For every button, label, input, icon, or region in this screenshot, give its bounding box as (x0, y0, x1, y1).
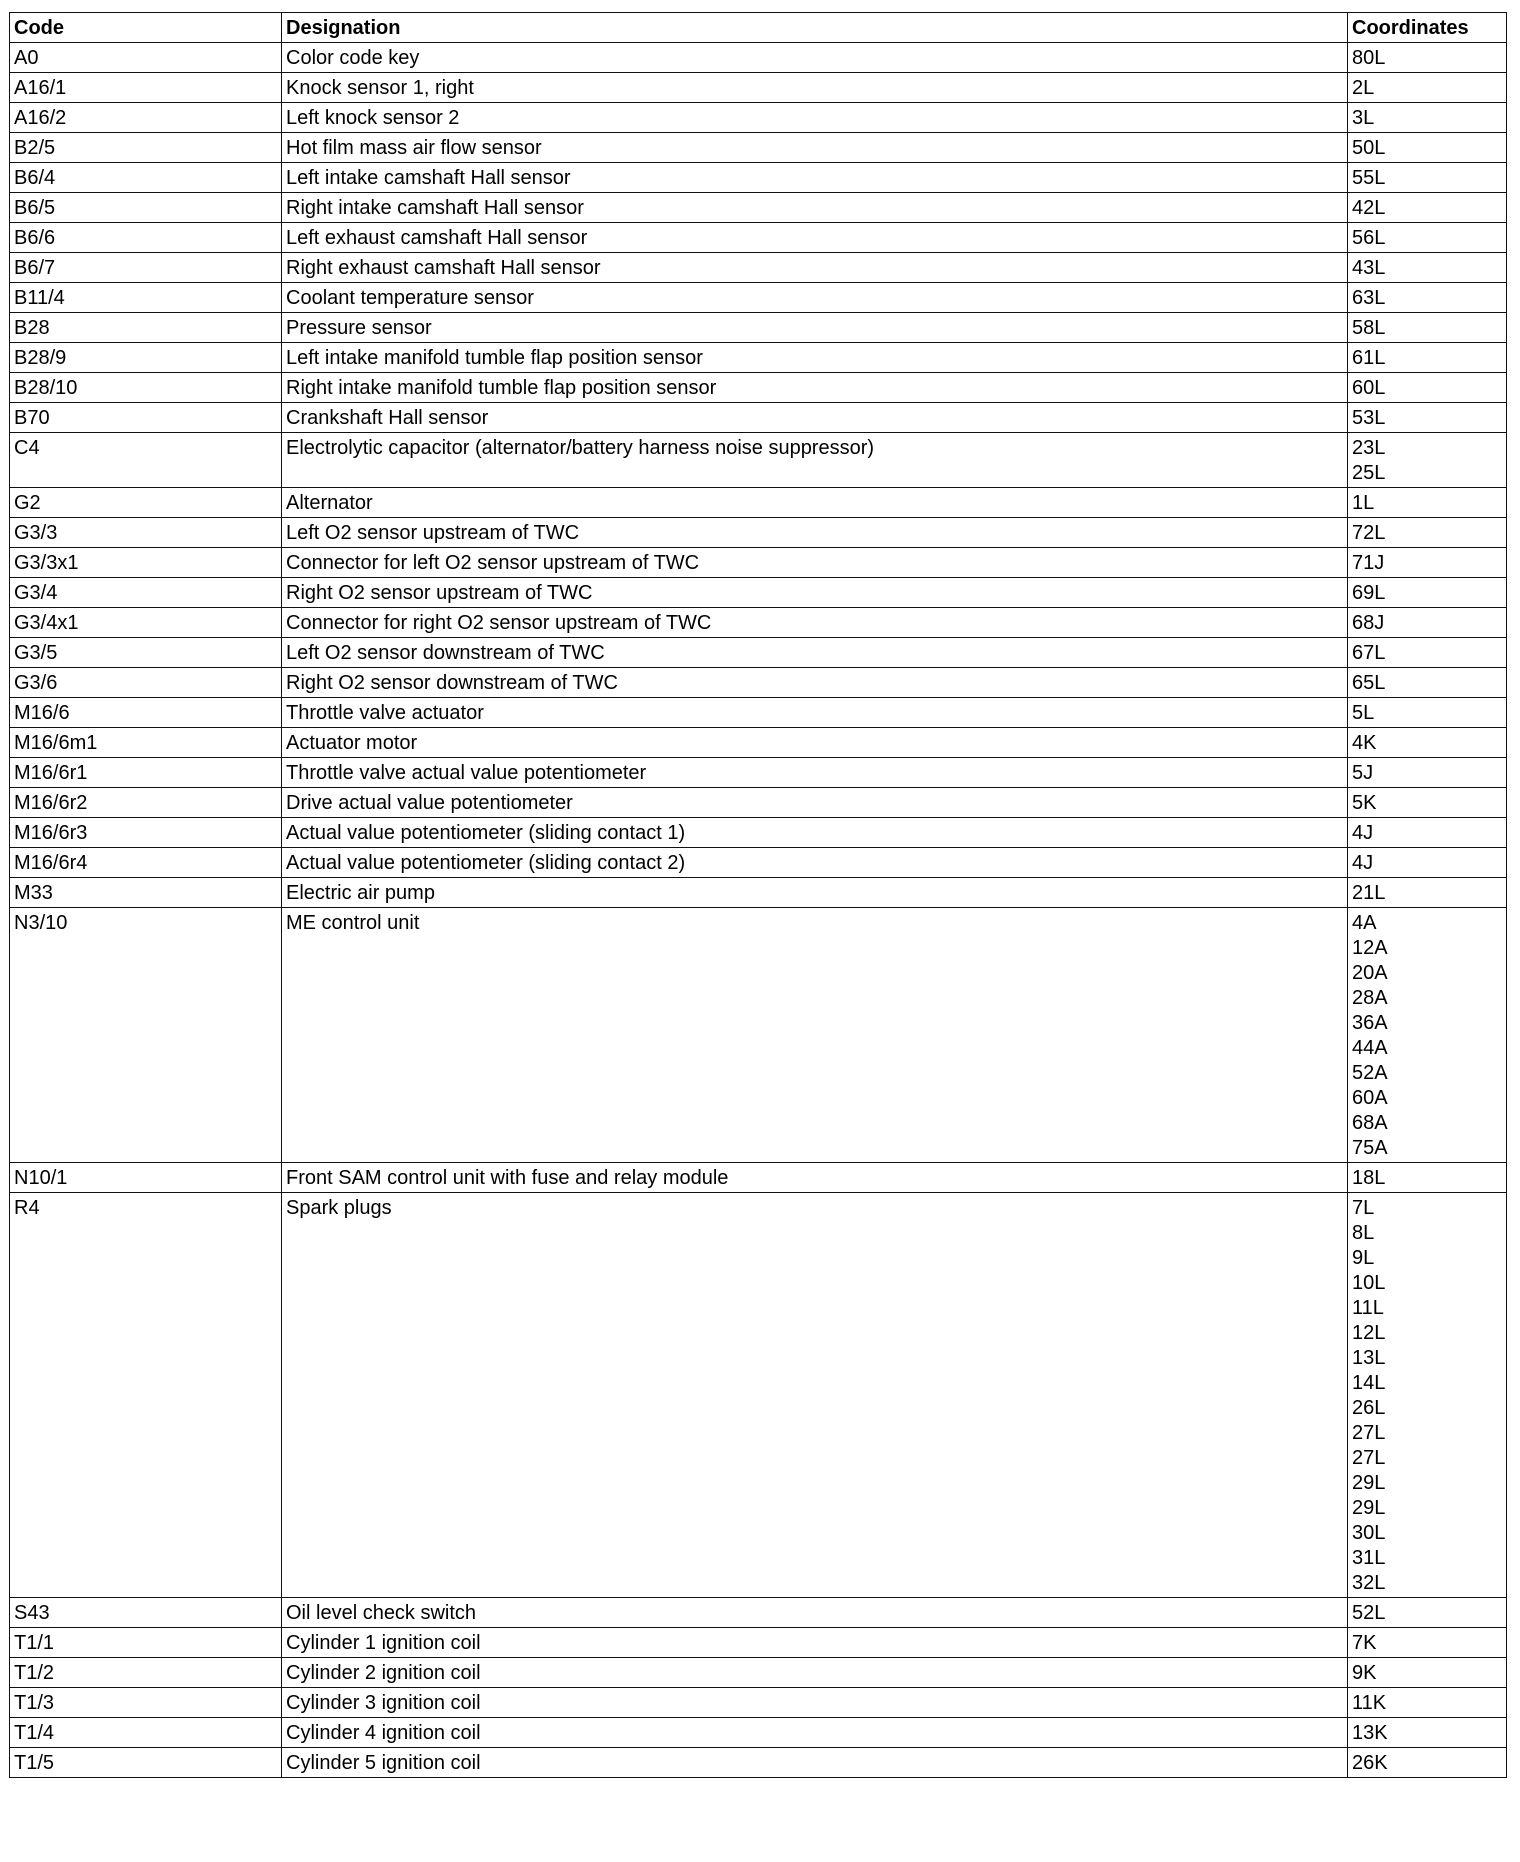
cell-coordinates (1348, 1718, 1507, 1748)
coordinate-value: 5K (1352, 792, 1377, 814)
cell-designation: Left intake manifold tumble flap position sensor (282, 343, 1348, 373)
cell-coordinates (1348, 668, 1507, 698)
cell-designation: Knock sensor 1, right (282, 73, 1348, 103)
cell-code: T1/4 (10, 1718, 282, 1748)
table-row (10, 878, 1507, 908)
cell-coordinates (1348, 818, 1507, 848)
coordinate-value: 60A (1352, 1087, 1388, 1109)
cell-code: A16/2 (10, 103, 282, 133)
coordinate-value: 5L (1352, 702, 1375, 724)
table-row (10, 103, 1507, 133)
coordinate-value: 72L (1352, 522, 1386, 544)
cell-code: B6/6 (10, 223, 282, 253)
cell-coordinates (1348, 578, 1507, 608)
table-row (10, 253, 1507, 283)
cell-designation: Right O2 sensor downstream of TWC (282, 668, 1348, 698)
table-row (10, 73, 1507, 103)
cell-designation: Actuator motor (282, 728, 1348, 758)
coordinate-value: 69L (1352, 582, 1386, 604)
cell-designation: Connector for left O2 sensor upstream of TWC (282, 548, 1348, 578)
table-row (10, 193, 1507, 223)
coordinate-value: 27L (1352, 1422, 1386, 1444)
coordinate-value: 11L (1352, 1297, 1384, 1319)
header-row (10, 13, 1507, 43)
coordinate-value: 26K (1352, 1752, 1388, 1774)
cell-designation: Oil level check switch (282, 1598, 1348, 1628)
cell-coordinates (1348, 313, 1507, 343)
table-row (10, 608, 1507, 638)
cell-code: B6/4 (10, 163, 282, 193)
cell-designation: ME control unit (282, 908, 1348, 1163)
cell-code: M16/6r2 (10, 788, 282, 818)
cell-code: B6/7 (10, 253, 282, 283)
cell-designation: Pressure sensor (282, 313, 1348, 343)
coordinate-value: 29L (1352, 1497, 1386, 1519)
cell-coordinates (1348, 343, 1507, 373)
cell-designation: Coolant temperature sensor (282, 283, 1348, 313)
table-row (10, 133, 1507, 163)
cell-code: M16/6r1 (10, 758, 282, 788)
coordinate-value: 3L (1352, 107, 1375, 129)
cell-designation: Left O2 sensor downstream of TWC (282, 638, 1348, 668)
cell-coordinates (1348, 1598, 1507, 1628)
coordinate-value: 9L (1352, 1247, 1375, 1269)
coordinate-value: 31L (1352, 1547, 1386, 1569)
cell-coordinates (1348, 1688, 1507, 1718)
cell-code: T1/1 (10, 1628, 282, 1658)
table-row (10, 698, 1507, 728)
table-row (10, 313, 1507, 343)
cell-code: B11/4 (10, 283, 282, 313)
coordinate-value: 60L (1352, 377, 1386, 399)
coordinate-value: 20A (1352, 962, 1388, 984)
coordinate-value: 58L (1352, 317, 1386, 339)
cell-designation: Throttle valve actual value potentiometer (282, 758, 1348, 788)
table-header (10, 13, 1507, 43)
cell-coordinates (1348, 133, 1507, 163)
cell-coordinates (1348, 103, 1507, 133)
cell-designation: Electric air pump (282, 878, 1348, 908)
cell-designation: Cylinder 2 ignition coil (282, 1658, 1348, 1688)
coordinate-value: 63L (1352, 287, 1386, 309)
column-header-designation: Designation (282, 13, 1348, 43)
cell-code: G3/3 (10, 518, 282, 548)
coordinate-value: 36A (1352, 1012, 1388, 1034)
cell-code: B28 (10, 313, 282, 343)
coordinate-value: 5J (1352, 762, 1374, 784)
coordinate-value: 12L (1352, 1322, 1386, 1344)
cell-coordinates (1348, 698, 1507, 728)
coordinate-value: 11K (1352, 1692, 1387, 1714)
cell-code: B28/9 (10, 343, 282, 373)
table-row (10, 1193, 1507, 1598)
cell-coordinates (1348, 163, 1507, 193)
cell-designation: Left knock sensor 2 (282, 103, 1348, 133)
coordinate-value: 26L (1352, 1397, 1386, 1419)
cell-coordinates (1348, 373, 1507, 403)
coordinate-value: 23L (1352, 437, 1386, 459)
cell-coordinates (1348, 1748, 1507, 1778)
cell-code: B70 (10, 403, 282, 433)
cell-designation: Left exhaust camshaft Hall sensor (282, 223, 1348, 253)
table-row (10, 1658, 1507, 1688)
table-row (10, 788, 1507, 818)
table-row (10, 548, 1507, 578)
coordinate-value: 18L (1352, 1167, 1386, 1189)
coordinate-value: 13K (1352, 1722, 1388, 1744)
cell-code: A0 (10, 43, 282, 73)
table-row (10, 1748, 1507, 1778)
coordinate-value: 8L (1352, 1222, 1375, 1244)
cell-designation: Actual value potentiometer (sliding contact 2) (282, 848, 1348, 878)
cell-designation: Left intake camshaft Hall sensor (282, 163, 1348, 193)
cell-designation: Crankshaft Hall sensor (282, 403, 1348, 433)
cell-coordinates (1348, 758, 1507, 788)
coordinate-value: 50L (1352, 137, 1386, 159)
cell-code: S43 (10, 1598, 282, 1628)
cell-code: G2 (10, 488, 282, 518)
coordinate-value: 32L (1352, 1572, 1386, 1594)
cell-code: G3/5 (10, 638, 282, 668)
table-body (10, 43, 1507, 1778)
table-row (10, 1598, 1507, 1628)
coordinate-value: 44A (1352, 1037, 1388, 1059)
cell-designation: Color code key (282, 43, 1348, 73)
cell-code: G3/6 (10, 668, 282, 698)
cell-coordinates (1348, 43, 1507, 73)
table-row (10, 1718, 1507, 1748)
table-row (10, 668, 1507, 698)
cell-code: M16/6m1 (10, 728, 282, 758)
coordinate-value: 43L (1352, 257, 1386, 279)
cell-designation: Left O2 sensor upstream of TWC (282, 518, 1348, 548)
cell-designation: Cylinder 1 ignition coil (282, 1628, 1348, 1658)
cell-coordinates (1348, 1193, 1507, 1598)
coordinate-value: 80L (1352, 47, 1386, 69)
table-row (10, 1163, 1507, 1193)
coordinate-value: 7L (1352, 1197, 1375, 1219)
table-row (10, 1688, 1507, 1718)
cell-coordinates (1348, 403, 1507, 433)
cell-designation: Actual value potentiometer (sliding contact 1) (282, 818, 1348, 848)
cell-designation: Electrolytic capacitor (alternator/battery harness noise suppressor) (282, 433, 1348, 488)
coordinate-value: 4J (1352, 852, 1374, 874)
coordinate-value: 1L (1352, 492, 1375, 514)
cell-code: C4 (10, 433, 282, 488)
coordinate-value: 13L (1352, 1347, 1386, 1369)
cell-designation: Spark plugs (282, 1193, 1348, 1598)
table-row (10, 518, 1507, 548)
coordinate-value: 61L (1352, 347, 1386, 369)
cell-designation: Front SAM control unit with fuse and relay module (282, 1163, 1348, 1193)
coordinate-value: 12A (1352, 937, 1388, 959)
table-row (10, 343, 1507, 373)
cell-code: T1/3 (10, 1688, 282, 1718)
table-row (10, 848, 1507, 878)
cell-designation: Connector for right O2 sensor upstream of TWC (282, 608, 1348, 638)
cell-code: M16/6r4 (10, 848, 282, 878)
coordinate-value: 9K (1352, 1662, 1377, 1684)
cell-designation: Cylinder 3 ignition coil (282, 1688, 1348, 1718)
coordinate-value: 71J (1352, 552, 1385, 574)
cell-code: R4 (10, 1193, 282, 1598)
cell-code: M16/6r3 (10, 818, 282, 848)
cell-coordinates (1348, 728, 1507, 758)
coordinate-value: 2L (1352, 77, 1375, 99)
component-table (9, 12, 1507, 1778)
table-row (10, 728, 1507, 758)
table-row (10, 908, 1507, 1163)
column-header-code: Code (10, 13, 282, 43)
table-row (10, 578, 1507, 608)
coordinate-value: 10L (1352, 1272, 1386, 1294)
coordinate-value: 4J (1352, 822, 1374, 844)
coordinate-value: 52L (1352, 1602, 1386, 1624)
table-row (10, 43, 1507, 73)
table-row (10, 283, 1507, 313)
cell-coordinates (1348, 878, 1507, 908)
cell-coordinates (1348, 223, 1507, 253)
coordinate-value: 4A (1352, 912, 1377, 934)
table-row (10, 638, 1507, 668)
cell-coordinates (1348, 73, 1507, 103)
cell-designation: Throttle valve actuator (282, 698, 1348, 728)
coordinate-value: 75A (1352, 1137, 1388, 1159)
cell-code: N3/10 (10, 908, 282, 1163)
coordinate-value: 25L (1352, 462, 1386, 484)
cell-coordinates (1348, 608, 1507, 638)
cell-designation: Drive actual value potentiometer (282, 788, 1348, 818)
coordinate-value: 29L (1352, 1472, 1386, 1494)
cell-designation: Right intake camshaft Hall sensor (282, 193, 1348, 223)
cell-designation: Right O2 sensor upstream of TWC (282, 578, 1348, 608)
cell-coordinates (1348, 193, 1507, 223)
cell-coordinates (1348, 518, 1507, 548)
coordinate-value: 68A (1352, 1112, 1388, 1134)
table-row (10, 1628, 1507, 1658)
table-row (10, 818, 1507, 848)
table-row (10, 488, 1507, 518)
coordinate-value: 52A (1352, 1062, 1388, 1084)
table-row (10, 758, 1507, 788)
coordinate-value: 21L (1352, 882, 1386, 904)
component-table-container (9, 12, 1506, 1778)
cell-coordinates (1348, 488, 1507, 518)
table-row (10, 373, 1507, 403)
cell-coordinates (1348, 283, 1507, 313)
cell-designation: Hot film mass air flow sensor (282, 133, 1348, 163)
cell-coordinates (1348, 253, 1507, 283)
cell-code: B6/5 (10, 193, 282, 223)
coordinate-value: 14L (1352, 1372, 1386, 1394)
cell-code: G3/3x1 (10, 548, 282, 578)
cell-code: M33 (10, 878, 282, 908)
coordinate-value: 30L (1352, 1522, 1386, 1544)
cell-code: B2/5 (10, 133, 282, 163)
table-row (10, 163, 1507, 193)
cell-code: M16/6 (10, 698, 282, 728)
coordinate-value: 53L (1352, 407, 1386, 429)
cell-coordinates (1348, 848, 1507, 878)
cell-code: A16/1 (10, 73, 282, 103)
cell-code: B28/10 (10, 373, 282, 403)
cell-coordinates (1348, 908, 1507, 1163)
cell-code: G3/4 (10, 578, 282, 608)
coordinate-value: 68J (1352, 612, 1385, 634)
coordinate-value: 4K (1352, 732, 1377, 754)
coordinate-value: 56L (1352, 227, 1386, 249)
coordinate-value: 27L (1352, 1447, 1386, 1469)
cell-code: T1/5 (10, 1748, 282, 1778)
coordinate-value: 65L (1352, 672, 1386, 694)
table-row (10, 433, 1507, 488)
cell-coordinates (1348, 638, 1507, 668)
coordinate-value: 28A (1352, 987, 1388, 1009)
cell-coordinates (1348, 548, 1507, 578)
coordinate-value: 7K (1352, 1632, 1377, 1654)
cell-coordinates (1348, 1658, 1507, 1688)
cell-designation: Cylinder 5 ignition coil (282, 1748, 1348, 1778)
cell-coordinates (1348, 433, 1507, 488)
column-header-coordinates: Coordinates (1348, 13, 1507, 43)
cell-code: N10/1 (10, 1163, 282, 1193)
table-row (10, 403, 1507, 433)
cell-coordinates (1348, 1628, 1507, 1658)
cell-coordinates (1348, 1163, 1507, 1193)
coordinate-value: 42L (1352, 197, 1386, 219)
cell-code: G3/4x1 (10, 608, 282, 638)
coordinate-value: 55L (1352, 167, 1386, 189)
table-row (10, 223, 1507, 253)
cell-coordinates (1348, 788, 1507, 818)
cell-designation: Alternator (282, 488, 1348, 518)
cell-designation: Right intake manifold tumble flap position sensor (282, 373, 1348, 403)
coordinate-value: 67L (1352, 642, 1386, 664)
cell-designation: Right exhaust camshaft Hall sensor (282, 253, 1348, 283)
cell-code: T1/2 (10, 1658, 282, 1688)
cell-designation: Cylinder 4 ignition coil (282, 1718, 1348, 1748)
